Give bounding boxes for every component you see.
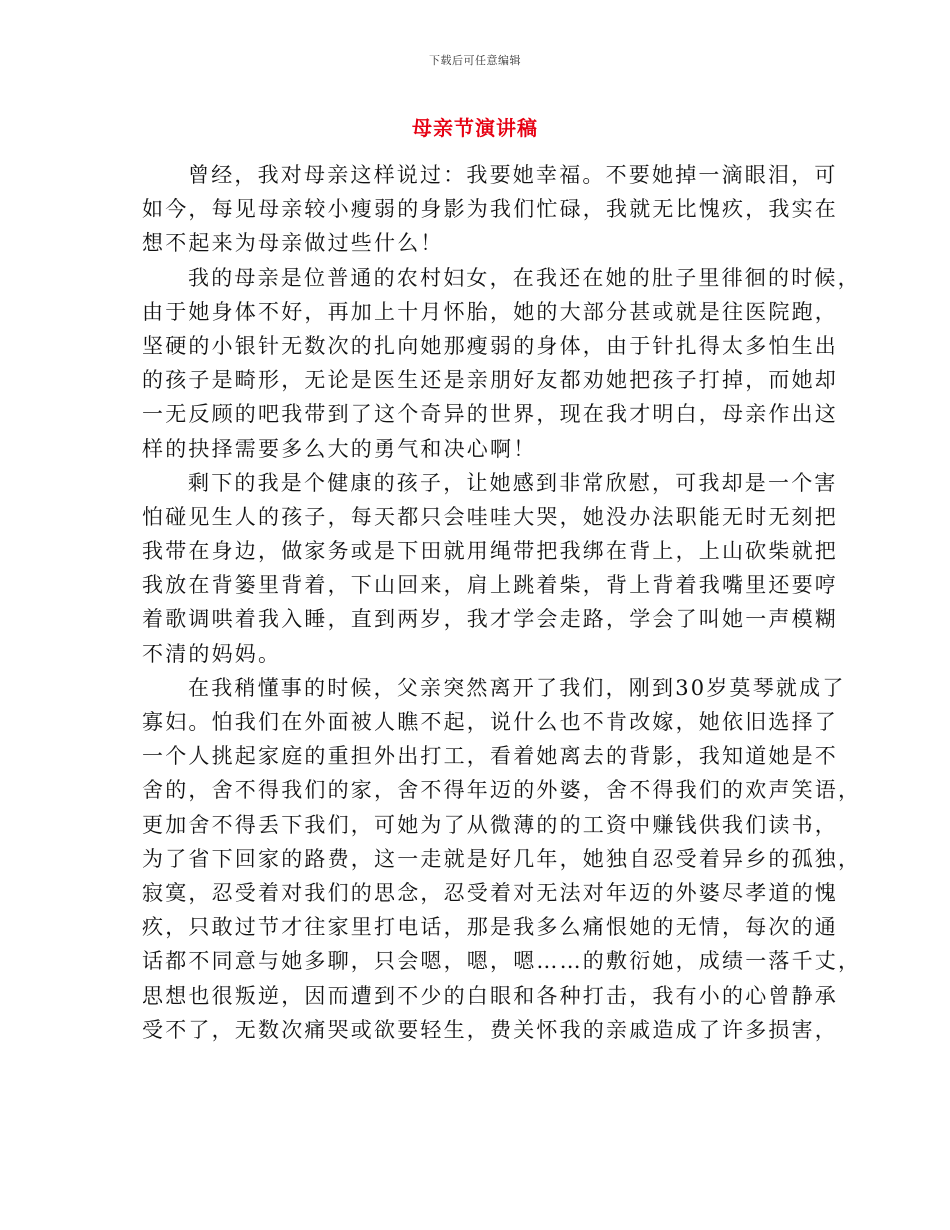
text-line: 更加舍不得丢下我们，可她为了从微薄的的工资中赚钱供我们读书， [142, 812, 838, 837]
paragraph [142, 158, 838, 261]
text-line: 由于她身体不好，再加上十月怀胎，她的大部分甚或就是往医院跑， [142, 299, 838, 324]
paragraph [142, 261, 861, 466]
text-line: 思想也很叛逆，因而遭到不少的白眼和各种打击，我有小的心曾静承 [142, 983, 838, 1008]
document-title: 母亲节演讲稿 [412, 116, 538, 140]
text-line: 着歌调哄着我入睡，直到两岁，我才学会走路，学会了叫她一声模糊 [142, 607, 838, 632]
text-line: 一个人挑起家庭的重担外出打工，看着她离去的背影，我知道她是不 [142, 744, 838, 769]
text-line: 怕碰见生人的孩子，每天都只会哇哇大哭，她没办法职能无时无刻把 [142, 504, 838, 529]
text-line: 想不起来为母亲做过些什么！ [142, 231, 444, 256]
page-header: 下载后可任意编辑 [429, 54, 521, 67]
text-line: 曾经，我对母亲这样说过：我要她幸福。不要她掉一滴眼泪，可 [188, 163, 838, 187]
text-line: 疚，只敢过节才往家里打电话，那是我多么痛恨她的无情，每次的通 [142, 915, 838, 940]
text-line: 为了省下回家的路费，这一走就是好几年，她独自忍受着异乡的孤独， [142, 846, 862, 871]
text-line: 如今，每见母亲较小瘦弱的身影为我们忙碌，我就无比愧疚，我实在 [142, 197, 838, 222]
text-line: 的孩子是畸形，无论是医生还是亲朋好友都劝她把孩子打掉，而她却 [142, 368, 838, 393]
text-line: 寡妇。怕我们在外面被人瞧不起，说什么也不肯改嫁，她依旧选择了 [142, 710, 838, 734]
text-line: 我的母亲是位普通的农村妇女，在我还在她的肚子里徘徊的时候， [188, 265, 861, 290]
text-line: 坚硬的小银针无数次的扎向她那瘦弱的身体，由于针扎得太多怕生出 [142, 333, 838, 358]
text-line: 我放在背篓里背着，下山回来，肩上跳着柴，背上背着我嘴里还要哼 [142, 573, 838, 598]
text-line: 不清的妈妈。 [142, 641, 282, 666]
text-line: 话都不同意与她多聊，只会嗯，嗯，嗯……的敷衍她，成绩一落千丈， [142, 949, 862, 974]
document-body [142, 158, 862, 1047]
paragraph [142, 466, 838, 671]
text-line: 寂寞，忍受着对我们的思念，忍受着对无法对年迈的外婆尽孝道的愧 [142, 880, 838, 905]
text-line: 一无反顾的吧我带到了这个奇异的世界，现在我才明白，母亲作出这 [142, 402, 838, 427]
text-line: 受不了，无数次痛哭或欲要轻生，费关怀我的亲戚造成了许多损害， [142, 1017, 838, 1042]
text-line: 我带在身边，做家务或是下田就用绳带把我绑在背上，上山砍柴就把 [142, 539, 838, 564]
text-line: 舍的，舍不得我们的家，舍不得年迈的外婆，舍不得我们的欢声笑语， [142, 778, 862, 803]
text-line: 在我稍懂事的时候，父亲突然离开了我们，刚到30岁莫琴就成了 [188, 675, 846, 700]
paragraph [142, 671, 862, 1047]
text-line: 剩下的我是个健康的孩子，让她感到非常欣慰，可我却是一个害 [188, 470, 838, 495]
text-line: 样的抉择需要多么大的勇气和决心啊！ [142, 436, 537, 461]
